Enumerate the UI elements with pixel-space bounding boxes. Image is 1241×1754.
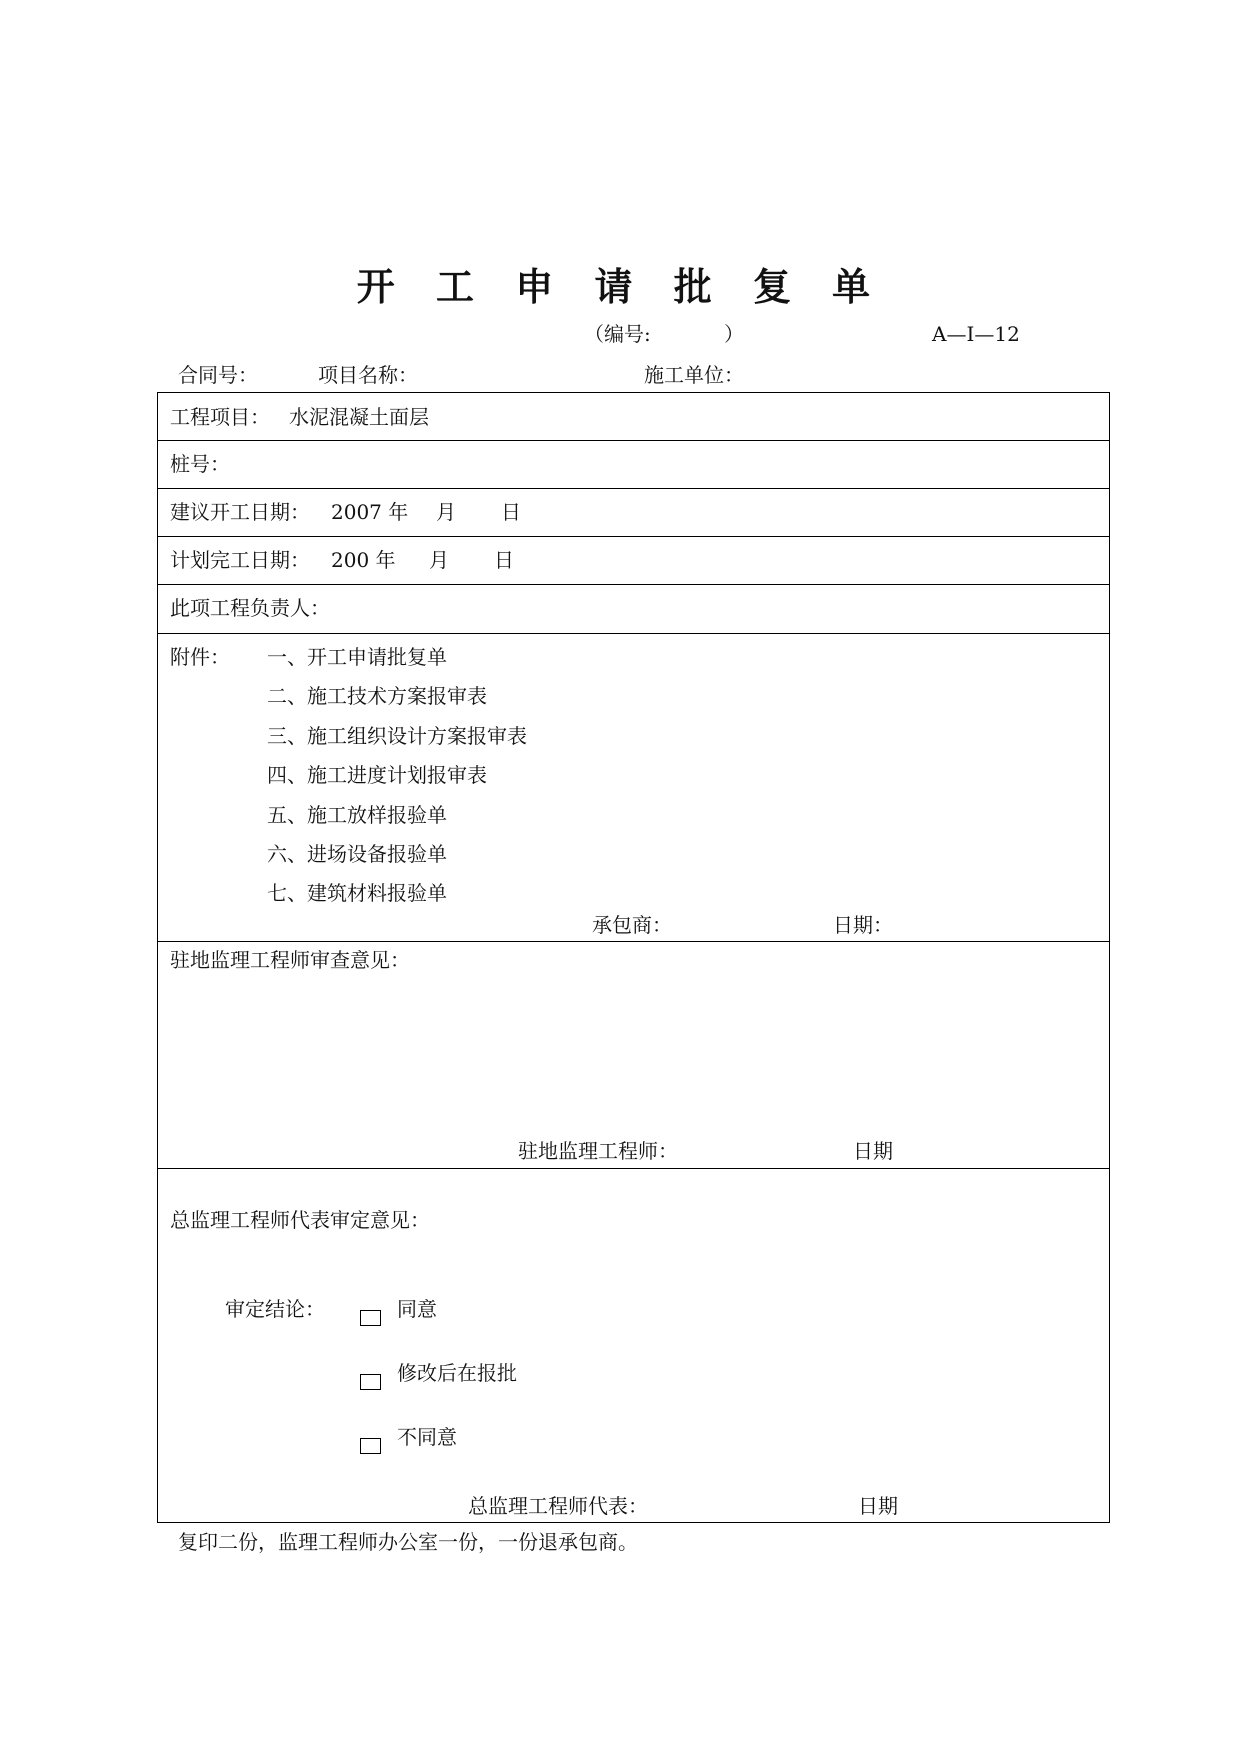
footer-note: 复印二份，监理工程师办公室一份，一份退承包商。 (178, 1530, 638, 1554)
planned-finish-day: 日 (494, 548, 514, 572)
proposed-start-label: 建议开工日期： (170, 500, 310, 524)
planned-finish-month: 月 (429, 548, 449, 572)
attachment-item: 二、施工技术方案报审表 (267, 684, 487, 708)
attachment-item: 六、进场设备报验单 (267, 842, 447, 866)
project-item-label: 工程项目： (170, 405, 270, 429)
row-divider (158, 1168, 1109, 1169)
station-label: 桩号： (170, 452, 230, 476)
revise-resubmit-checkbox[interactable] (360, 1374, 381, 1390)
form-code: A—Ⅰ—12 (932, 322, 1020, 346)
planned-finish-label: 计划完工日期： (170, 548, 310, 572)
resident-engineer-label: 驻地监理工程师： (518, 1139, 678, 1163)
contractor-label: 承包商： (592, 913, 672, 937)
contractor-date-label: 日期： (833, 913, 893, 937)
project-name-label: 项目名称： (318, 363, 418, 387)
attachment-item: 四、施工进度计划报审表 (267, 763, 487, 787)
row-divider (158, 536, 1109, 537)
proposed-start-month: 月 (436, 500, 456, 524)
project-item-value: 水泥混凝土面层 (289, 405, 429, 429)
disagree-checkbox[interactable] (360, 1438, 381, 1454)
contract-number-label: 合同号： (178, 363, 258, 387)
resident-date-label: 日期 (853, 1139, 893, 1163)
row-divider (158, 941, 1109, 942)
chief-date-label: 日期 (858, 1494, 898, 1518)
attachment-item: 三、施工组织设计方案报审表 (267, 724, 527, 748)
approval-form-table (157, 392, 1110, 1523)
number-label: （编号: (584, 322, 651, 346)
attachment-item: 五、施工放样报验单 (267, 803, 447, 827)
planned-finish-year: 200 年 (331, 548, 396, 572)
revise-option-label: 修改后在报批 (397, 1361, 517, 1385)
agree-checkbox[interactable] (360, 1310, 381, 1326)
attachments-label: 附件： (170, 645, 230, 669)
chief-review-label: 总监理工程师代表审定意见： (170, 1208, 430, 1232)
attachment-item: 一、开工申请批复单 (267, 645, 447, 669)
attachment-item: 七、建筑材料报验单 (267, 881, 447, 905)
resident-review-label: 驻地监理工程师审查意见： (170, 948, 410, 972)
row-divider (158, 488, 1109, 489)
agree-option-label: 同意 (397, 1297, 437, 1321)
person-in-charge-label: 此项工程负责人： (170, 596, 330, 620)
conclusion-label: 审定结论： (225, 1297, 325, 1321)
document-title: 开 工 申 请 批 复 单 (356, 264, 885, 309)
number-close: ） (724, 322, 744, 346)
row-divider (158, 440, 1109, 441)
row-divider (158, 584, 1109, 585)
disagree-option-label: 不同意 (397, 1425, 457, 1449)
proposed-start-day: 日 (501, 500, 521, 524)
proposed-start-year: 2007 年 (331, 500, 409, 524)
chief-representative-label: 总监理工程师代表： (468, 1494, 648, 1518)
contractor-unit-label: 施工单位： (644, 363, 744, 387)
row-divider (158, 633, 1109, 634)
